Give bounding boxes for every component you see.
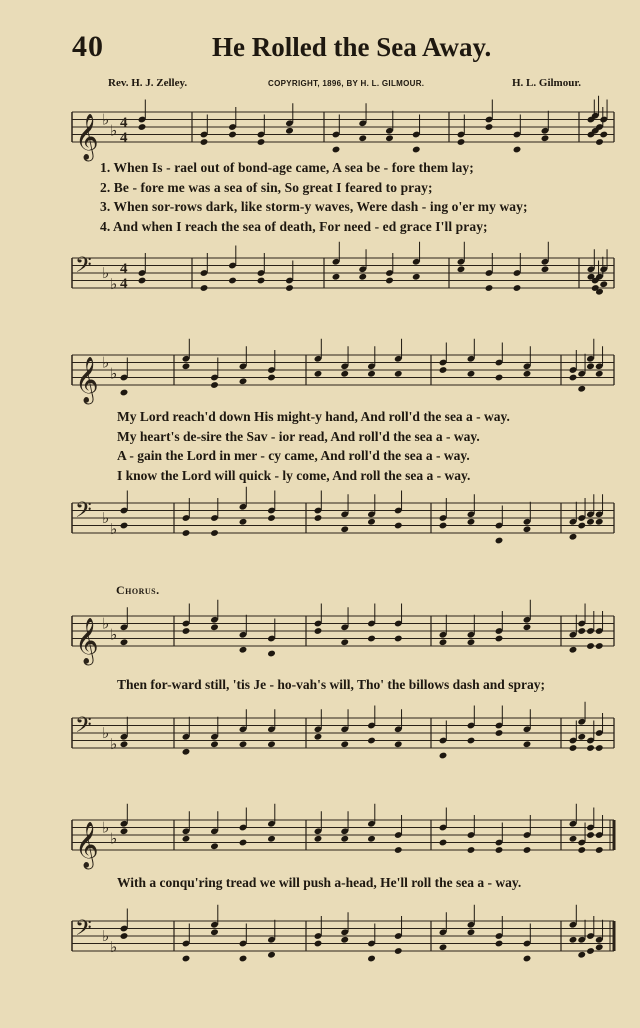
note-head: [577, 522, 586, 530]
flat-icon: ♭: [102, 818, 110, 837]
note-head: [457, 138, 466, 146]
note-head: [523, 955, 532, 963]
note-head: [577, 846, 586, 854]
note-head: [239, 839, 248, 847]
note-head: [332, 273, 341, 281]
note-head: [267, 374, 276, 382]
note-head: [595, 846, 604, 854]
note-head: [340, 638, 349, 646]
note-head: [439, 366, 448, 374]
bass-clef-icon: 𝄢: [75, 498, 92, 528]
note-head: [394, 522, 403, 530]
chorus-line-1: Then for-ward still, 'tis Je - ho-vah's will, Tho' the billows dash and spray;: [117, 677, 545, 692]
note-head: [599, 131, 608, 139]
flat-icon: ♭: [110, 625, 118, 644]
note-head: [523, 623, 532, 631]
note-head: [314, 733, 323, 741]
note-head: [513, 146, 522, 154]
note-head: [586, 947, 595, 955]
note-head: [200, 138, 209, 146]
note-head: [541, 265, 550, 273]
note-head: [569, 374, 578, 382]
note-head: [439, 638, 448, 646]
note-head: [569, 533, 578, 541]
refrain-lyrics: [117, 409, 617, 487]
note-head: [586, 362, 595, 370]
note-head: [314, 940, 323, 948]
treble-clef-icon: 𝄞: [75, 822, 99, 868]
note-head: [267, 514, 276, 522]
note-head: [457, 265, 466, 273]
flat-icon: ♭: [102, 926, 110, 945]
note-head: [495, 729, 504, 737]
note-head: [314, 370, 323, 378]
note-head: [595, 518, 604, 526]
treble-clef-icon: 𝄞: [75, 357, 99, 403]
note-head: [394, 740, 403, 748]
note-head: [314, 627, 323, 635]
note-head: [577, 951, 586, 959]
flat-icon: ♭: [110, 938, 118, 956]
note-head: [239, 646, 248, 654]
note-head: [595, 370, 604, 378]
note-head: [412, 146, 421, 154]
note-head: [595, 138, 604, 146]
note-head: [358, 134, 367, 142]
refrain-line-3: A - gain the Lord in mer - cy came, And roll'd the sea a - way.: [117, 448, 470, 463]
note-head: [577, 385, 586, 393]
note-head: [439, 943, 448, 951]
note-head: [367, 370, 376, 378]
note-head: [182, 529, 191, 537]
note-head: [439, 839, 448, 847]
note-head: [340, 936, 349, 944]
note-head: [210, 740, 219, 748]
treble-clef-icon: 𝄞: [75, 114, 99, 160]
time-signature-top: 4: [120, 261, 128, 277]
note-head: [239, 955, 248, 963]
treble-staff-system-1: [0, 100, 640, 160]
note-head: [394, 846, 403, 854]
flat-icon: ♭: [110, 364, 118, 383]
treble-staff-system-2: [0, 343, 640, 403]
note-head: [599, 280, 608, 288]
verse-3: 3. When sor-rows dark, like storm-y waves, Were dash - ing o'er my way;: [100, 199, 528, 214]
chorus-label: Chorus.: [116, 583, 160, 597]
time-signature-bottom: 4: [120, 276, 128, 292]
flat-icon: ♭: [110, 735, 118, 753]
bass-staff-system-3: [0, 712, 640, 760]
treble-staff-system-3: [0, 604, 640, 664]
note-head: [200, 284, 209, 292]
bass-clef-icon: 𝄢: [75, 713, 92, 743]
note-head: [586, 518, 595, 526]
note-head: [577, 627, 586, 635]
note-head: [367, 635, 376, 643]
note-head: [523, 370, 532, 378]
note-head: [467, 370, 476, 378]
note-head: [182, 362, 191, 370]
note-head: [385, 134, 394, 142]
note-head: [367, 518, 376, 526]
note-head: [394, 947, 403, 955]
credits-line: [100, 77, 600, 95]
note-head: [495, 374, 504, 382]
note-head: [569, 835, 578, 843]
flat-icon: ♭: [110, 275, 118, 293]
note-head: [285, 127, 294, 135]
flat-icon: ♭: [102, 110, 110, 129]
note-head: [332, 146, 341, 154]
note-head: [523, 525, 532, 533]
treble-staff-system-4: [0, 808, 640, 868]
note-head: [439, 752, 448, 760]
note-head: [120, 932, 129, 940]
note-head: [367, 737, 376, 745]
note-head: [595, 642, 604, 650]
note-head: [340, 740, 349, 748]
flat-icon: ♭: [102, 508, 110, 527]
flat-icon: ♭: [102, 723, 110, 742]
note-head: [467, 928, 476, 936]
flat-icon: ♭: [102, 263, 110, 282]
note-head: [541, 134, 550, 142]
note-head: [210, 623, 219, 631]
verse-4: 4. And when I reach the sea of death, For need - ed grace I'll pray;: [100, 218, 488, 234]
flat-icon: ♭: [102, 353, 110, 372]
bass-staff-system-2: [0, 497, 640, 545]
note-head: [495, 635, 504, 643]
note-head: [210, 529, 219, 537]
note-head: [586, 642, 595, 650]
treble-clef-icon: 𝄞: [75, 618, 99, 664]
note-head: [267, 835, 276, 843]
note-head: [586, 831, 595, 839]
note-head: [569, 936, 578, 944]
note-head: [485, 123, 494, 131]
bass-clef-icon: 𝄢: [75, 916, 92, 946]
bass-staff-system-4: [0, 915, 640, 963]
composer: H. L. Gilmour.: [512, 77, 581, 89]
note-head: [367, 835, 376, 843]
flat-icon: ♭: [110, 829, 118, 848]
note-head: [182, 835, 191, 843]
note-head: [120, 389, 129, 397]
hymn-title: He Rolled the Sea Away.: [212, 32, 492, 62]
note-head: [569, 646, 578, 654]
note-head: [467, 846, 476, 854]
note-head: [394, 370, 403, 378]
note-head: [182, 955, 191, 963]
verse-2: 2. Be - fore me was a sea of sin, So great I feared to pray;: [100, 179, 433, 195]
note-head: [586, 744, 595, 752]
note-head: [210, 928, 219, 936]
note-head: [314, 835, 323, 843]
note-head: [340, 835, 349, 843]
note-head: [210, 842, 219, 850]
refrain-line-1: My Lord reach'd down His might-y hand, And roll'd the sea a - way.: [117, 409, 510, 424]
note-head: [485, 284, 494, 292]
note-head: [228, 277, 237, 285]
flat-icon: ♭: [110, 121, 118, 140]
note-head: [595, 744, 604, 752]
note-head: [439, 522, 448, 530]
note-head: [267, 951, 276, 959]
note-head: [182, 748, 191, 756]
note-head: [495, 846, 504, 854]
note-head: [120, 522, 129, 530]
note-head: [120, 740, 129, 748]
note-head: [210, 381, 219, 389]
note-head: [467, 518, 476, 526]
note-head: [367, 955, 376, 963]
note-head: [239, 740, 248, 748]
refrain-line-2: My heart's de-sire the Sav - ior read, And roll'd the sea a - way.: [117, 428, 480, 444]
note-head: [239, 377, 248, 385]
note-head: [495, 537, 504, 545]
note-head: [228, 131, 237, 139]
refrain-line-4: I know the Lord will quick - ly come, And roll the sea a - way.: [117, 467, 471, 483]
note-head: [257, 277, 266, 285]
hymn-number: 40: [72, 30, 104, 63]
note-head: [340, 525, 349, 533]
note-head: [120, 638, 129, 646]
note-head: [267, 740, 276, 748]
bass-staff-system-1: [0, 252, 640, 300]
chorus-line-2: With a conqu'ring tread we will push a-head, He'll roll the sea a - way.: [117, 875, 522, 890]
time-signature-top: 4: [120, 115, 128, 131]
flat-icon: ♭: [102, 614, 110, 633]
copyright: COPYRIGHT, 1896, BY H. L. GILMOUR.: [268, 79, 425, 88]
author: Rev. H. J. Zelley.: [108, 77, 188, 89]
note-head: [467, 638, 476, 646]
note-head: [394, 635, 403, 643]
flat-icon: ♭: [110, 520, 118, 538]
note-head: [495, 940, 504, 948]
note-head: [285, 284, 294, 292]
note-head: [120, 827, 129, 835]
note-head: [314, 514, 323, 522]
note-head: [239, 518, 248, 526]
note-head: [412, 273, 421, 281]
note-head: [182, 627, 191, 635]
note-head: [385, 277, 394, 285]
note-head: [513, 284, 522, 292]
bass-clef-icon: 𝄢: [75, 253, 92, 283]
note-head: [523, 740, 532, 748]
note-head: [358, 273, 367, 281]
time-signature-bottom: 4: [120, 130, 128, 146]
note-head: [577, 733, 586, 741]
verse-1: 1. When Is - rael out of bond-age came, A sea be - fore them lay;: [100, 160, 474, 175]
note-head: [267, 650, 276, 658]
note-head: [467, 737, 476, 745]
note-head: [340, 370, 349, 378]
note-head: [257, 138, 266, 146]
note-head: [569, 744, 578, 752]
note-head: [138, 277, 147, 285]
note-head: [138, 123, 147, 131]
verse-lyrics: [100, 160, 620, 238]
note-head: [595, 943, 604, 951]
note-head: [523, 846, 532, 854]
